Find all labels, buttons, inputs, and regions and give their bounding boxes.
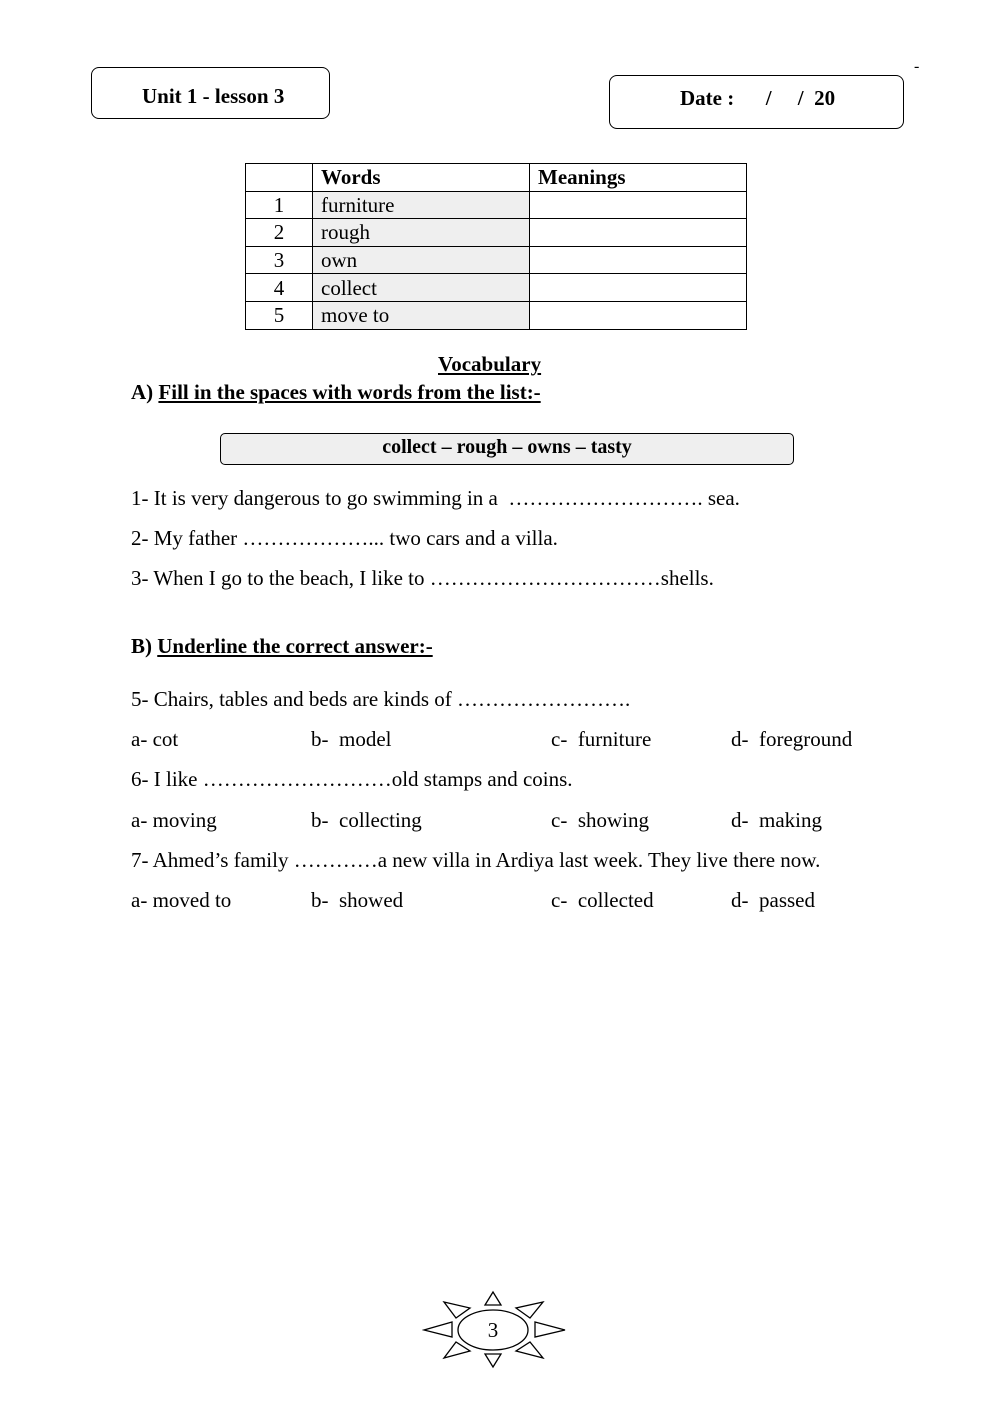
header-number: [246, 164, 313, 192]
corner-mark: -: [914, 58, 920, 75]
sun-page-number-icon: [422, 1290, 568, 1370]
section-a-title: Fill in the spaces with words from the list:-: [158, 380, 541, 404]
row-number: 4: [246, 274, 313, 302]
q7-option-d[interactable]: d- passed: [731, 888, 815, 912]
question-6: 6- I like ………………………old stamps and coins.: [131, 767, 573, 791]
section-b-heading: [131, 634, 433, 659]
q7-option-b[interactable]: b- showed: [311, 888, 404, 912]
date-box: [609, 75, 904, 129]
unit-lesson-box: [91, 67, 330, 119]
q6-option-b[interactable]: b- collecting: [311, 808, 422, 832]
row-meaning-blank[interactable]: [530, 301, 747, 329]
row-meaning-blank[interactable]: [530, 246, 747, 274]
row-word: move to: [313, 301, 530, 329]
fill-sentence-3: 3- When I go to the beach, I like to ……………………………shells.: [131, 566, 714, 590]
row-word: furniture: [313, 191, 530, 219]
fill-sentence-1: 1- It is very dangerous to go swimming in a ………………………. sea.: [131, 486, 740, 510]
section-b-title: Underline the correct answer:-: [157, 634, 433, 658]
row-number: 2: [246, 219, 313, 247]
table-row: [246, 301, 747, 329]
q5-option-b[interactable]: b- model: [311, 727, 392, 751]
row-number: 3: [246, 246, 313, 274]
row-meaning-blank[interactable]: [530, 191, 747, 219]
vocabulary-title: Vocabulary: [438, 352, 542, 376]
row-number: 1: [246, 191, 313, 219]
q7-option-a[interactable]: a- moved to: [131, 888, 232, 912]
question-5: 5- Chairs, tables and beds are kinds of …………………….: [131, 687, 631, 711]
q5-option-d[interactable]: d- foreground: [731, 727, 853, 751]
row-meaning-blank[interactable]: [530, 219, 747, 247]
table-row: [246, 246, 747, 274]
row-word: collect: [313, 274, 530, 302]
q6-option-d[interactable]: d- making: [731, 808, 822, 832]
fill-sentence-2: 2- My father ………………... two cars and a villa.: [131, 526, 558, 550]
q7-option-c[interactable]: c- collected: [551, 888, 654, 912]
table-row: [246, 191, 747, 219]
q6-option-c[interactable]: c- showing: [551, 808, 649, 832]
row-meaning-blank[interactable]: [530, 274, 747, 302]
words-meanings-table: [245, 163, 747, 330]
date-label: Date : / / 20: [680, 86, 836, 110]
question-7: 7- Ahmed’s family …………a new villa in Ardiya last week. They live there now.: [131, 848, 821, 872]
row-word: rough: [313, 219, 530, 247]
row-word: own: [313, 246, 530, 274]
header-words: Words: [313, 164, 530, 192]
q5-option-c[interactable]: c- furniture: [551, 727, 652, 751]
table-header-row: [246, 164, 747, 192]
word-list-box: collect – rough – owns – tasty: [220, 433, 794, 465]
q6-option-a[interactable]: a- moving: [131, 808, 217, 832]
section-a-prefix: A): [131, 380, 154, 404]
section-b-prefix: B): [131, 634, 152, 658]
table-row: [246, 219, 747, 247]
q5-option-a[interactable]: a- cot: [131, 727, 179, 751]
table-row: [246, 274, 747, 302]
header-meanings: Meanings: [530, 164, 747, 192]
page-number: 3: [487, 1318, 499, 1342]
unit-lesson-label: Unit 1 - lesson 3: [142, 84, 285, 108]
row-number: 5: [246, 301, 313, 329]
section-a-heading: [131, 380, 541, 405]
